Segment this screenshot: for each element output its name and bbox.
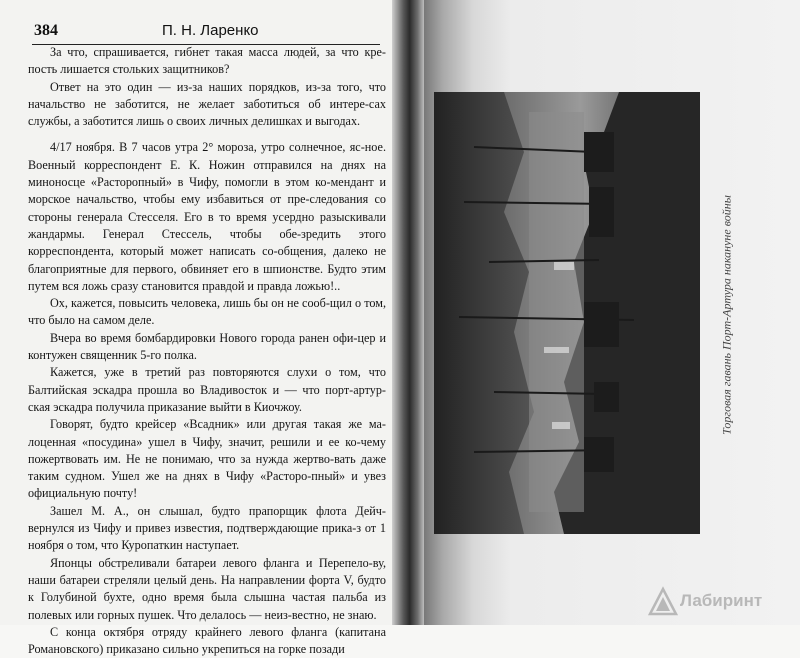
book-gutter-shadow xyxy=(392,0,424,625)
watermark xyxy=(648,587,798,617)
paragraph: Японцы обстреливали батареи левого фланга и Перепело-ву, наши батареи стреляли целый день. На направлении форта V, будто к Голубиной бухте, одно время была слышна частая пальба из полевых или горных пушек. Что делалось — неиз-вестно, не знаю. xyxy=(28,555,386,622)
body-text xyxy=(28,44,386,657)
paragraph: Ох, кажется, повысить человека, лишь бы он не сооб-щил о том, что было на самом деле. xyxy=(28,296,386,328)
watermark-text: Лабиринт xyxy=(680,591,763,610)
photo-caption-text: Торговая гавань Порт-Артура накануне войны xyxy=(719,195,734,435)
page-header xyxy=(32,20,380,45)
paragraph: Ответ на это один — из-за наших порядков, из-за того, что начальство не заботится, не желает заботиться об интере-сах службы, а заботится лишь о своих личных делишках и выгодах. xyxy=(28,79,386,129)
page-number: 384 xyxy=(34,22,58,39)
paragraph: За что, спрашивается, гибнет такая масса людей, за что кре-пость лишается стольких защитников? xyxy=(28,45,386,77)
paragraph: С конца октября отряду крайнего левого фланга (капитана Романовского) приказано сильно укрепиться на горке позади xyxy=(28,624,386,657)
left-page xyxy=(0,0,398,657)
paragraph: Кажется, уже в третий раз повторяются слухи о том, что Балтийская эскадра прошла во Владивосток и — что порт-артур-ская эскадра получила приказание выйти в Киочжоу. xyxy=(28,365,386,414)
paragraph: Зашел М. А., он слышал, будто прапорщик флота Дейч-вернулся из Чифу и привез известия, подтверждающие прика-з от 1 ноября о том, что Куропаткин наступает. xyxy=(28,503,386,553)
photo-caption xyxy=(717,80,737,550)
paragraph: Говорят, будто крейсер «Всадник» или другая такая же ма-лоценная «посудина» ушел в Чифу, значит, решили и ее ко-чему пожертвовать им. Не не понимаю, что за нужда жертво-вать даже таким судном. Ушел же на днях в Чифу «Расторо-пный» и увез официальную почту! xyxy=(28,417,386,501)
harbor-photo xyxy=(434,92,700,534)
paragraph: Вчера во время бомбардировки Нового города ранен офи-цер и контужен священник 5-го полка. xyxy=(28,330,386,363)
labirint-logo-icon xyxy=(648,587,678,617)
harbor-photo-image xyxy=(434,92,700,534)
paragraph-dated-entry: 4/17 ноября. В 7 часов утра 2° мороза, утро солнечное, яс-ное. Военный корреспондент Е. К. Ножин отправился на днях на миноносце «Расторопный» в Чифу, помогли в этом ко-мендант и морское начальство, чтобы ему избавиться от пре-следования со стороны генерала Стесселя. Его в то время усердно разыскивали жандармы. Генерал Стессель, чтобы обе-зредить этого корреспондента, который может написать со-общения, далеко не благоприятные для первого, обвиняет его в шпионстве. Будто этим путем вся ложь сразу становится правдой и правда ложью!.. xyxy=(28,140,386,293)
running-head: П. Н. Ларенко xyxy=(162,22,259,39)
